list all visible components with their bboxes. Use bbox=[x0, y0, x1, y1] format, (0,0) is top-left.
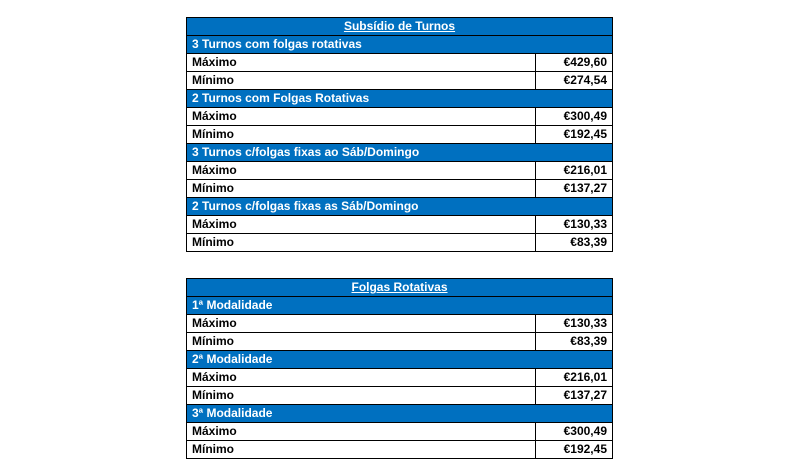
row-value: €300,49 bbox=[536, 108, 613, 126]
section-heading: 3ª Modalidade bbox=[187, 405, 613, 423]
table-title-row bbox=[187, 18, 613, 36]
row-label: Máximo bbox=[187, 162, 536, 180]
subsidio-turnos-table bbox=[186, 17, 613, 252]
table-row bbox=[187, 441, 613, 459]
row-label: Mínimo bbox=[187, 333, 536, 351]
row-value: €137,27 bbox=[536, 387, 613, 405]
row-value: €216,01 bbox=[536, 369, 613, 387]
section-heading: 2 Turnos c/folgas fixas as Sáb/Domingo bbox=[187, 198, 613, 216]
row-value: €83,39 bbox=[536, 333, 613, 351]
table-title: Subsídio de Turnos bbox=[187, 18, 613, 36]
table-row bbox=[187, 333, 613, 351]
row-label: Máximo bbox=[187, 369, 536, 387]
table-row bbox=[187, 369, 613, 387]
row-label: Máximo bbox=[187, 423, 536, 441]
section-header-row bbox=[187, 36, 613, 54]
row-value: €192,45 bbox=[536, 126, 613, 144]
row-label: Mínimo bbox=[187, 72, 536, 90]
section-heading: 1ª Modalidade bbox=[187, 297, 613, 315]
row-label: Máximo bbox=[187, 54, 536, 72]
table-title: Folgas Rotativas bbox=[187, 279, 613, 297]
row-value: €130,33 bbox=[536, 315, 613, 333]
table-row bbox=[187, 315, 613, 333]
section-heading: 3 Turnos c/folgas fixas ao Sáb/Domingo bbox=[187, 144, 613, 162]
row-value: €216,01 bbox=[536, 162, 613, 180]
table-row bbox=[187, 126, 613, 144]
row-value: €137,27 bbox=[536, 180, 613, 198]
row-value: €300,49 bbox=[536, 423, 613, 441]
table-row bbox=[187, 423, 613, 441]
row-label: Máximo bbox=[187, 108, 536, 126]
section-heading: 2 Turnos com Folgas Rotativas bbox=[187, 90, 613, 108]
section-header-row bbox=[187, 144, 613, 162]
table-row bbox=[187, 162, 613, 180]
table-title-row bbox=[187, 279, 613, 297]
table-row bbox=[187, 180, 613, 198]
section-heading: 2ª Modalidade bbox=[187, 351, 613, 369]
table-row bbox=[187, 72, 613, 90]
section-heading: 3 Turnos com folgas rotativas bbox=[187, 36, 613, 54]
section-header-row bbox=[187, 90, 613, 108]
section-header-row bbox=[187, 198, 613, 216]
table-row bbox=[187, 54, 613, 72]
folgas-rotativas-table bbox=[186, 278, 613, 459]
row-label: Mínimo bbox=[187, 441, 536, 459]
row-label: Mínimo bbox=[187, 180, 536, 198]
row-label: Máximo bbox=[187, 216, 536, 234]
row-label: Mínimo bbox=[187, 387, 536, 405]
row-value: €429,60 bbox=[536, 54, 613, 72]
row-label: Mínimo bbox=[187, 126, 536, 144]
table-row bbox=[187, 216, 613, 234]
section-header-row bbox=[187, 351, 613, 369]
row-value: €130,33 bbox=[536, 216, 613, 234]
table-row bbox=[187, 387, 613, 405]
table-row bbox=[187, 234, 613, 252]
table-row bbox=[187, 108, 613, 126]
section-header-row bbox=[187, 297, 613, 315]
row-label: Máximo bbox=[187, 315, 536, 333]
row-label: Mínimo bbox=[187, 234, 536, 252]
section-header-row bbox=[187, 405, 613, 423]
row-value: €274,54 bbox=[536, 72, 613, 90]
row-value: €192,45 bbox=[536, 441, 613, 459]
row-value: €83,39 bbox=[536, 234, 613, 252]
